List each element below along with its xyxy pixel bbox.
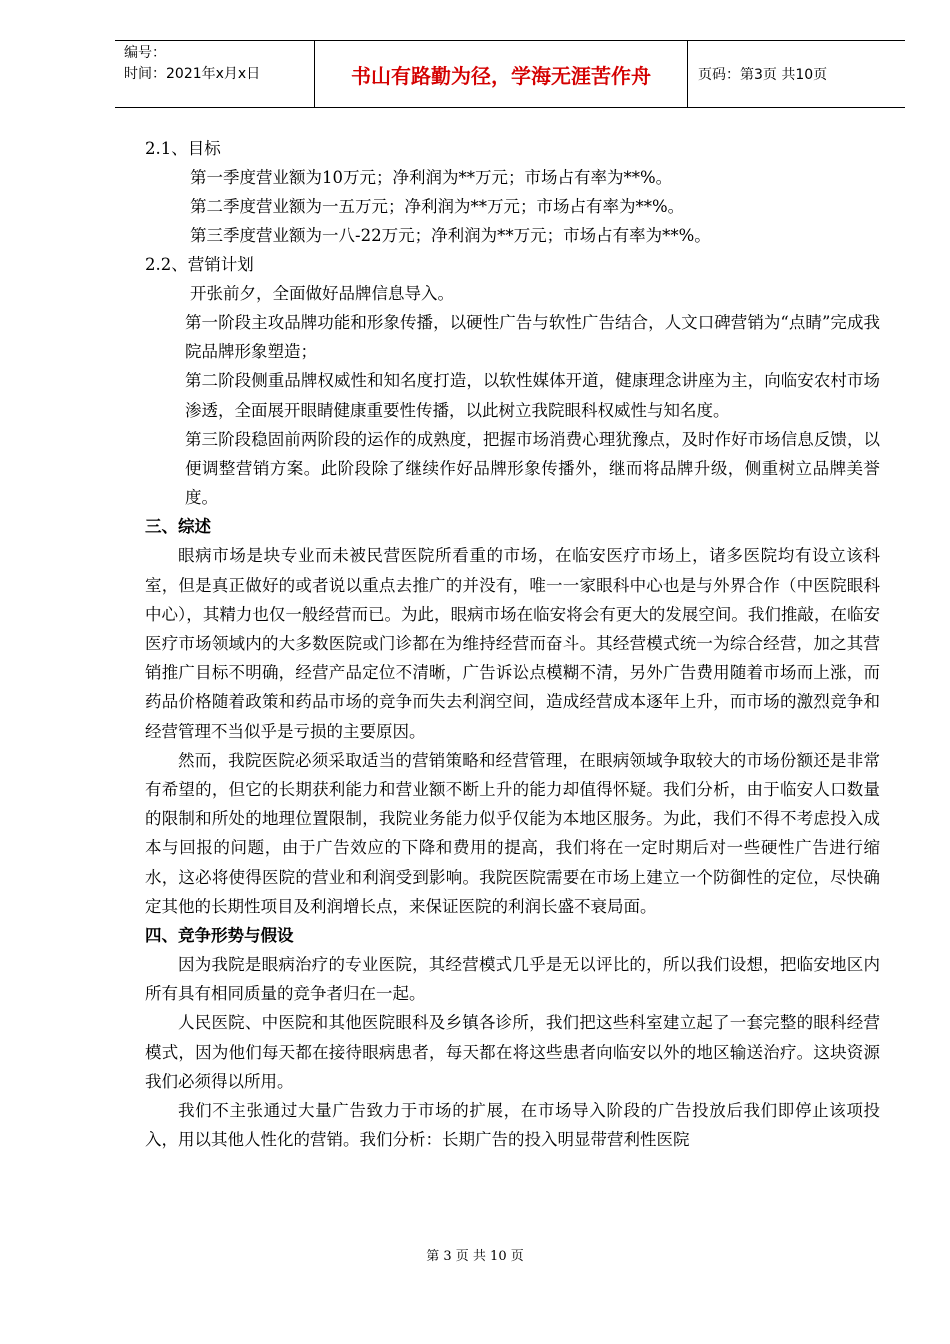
marketing-intro: 开张前夕，全面做好品牌信息导入。 xyxy=(190,284,454,303)
competition-paragraph-2: 人民医院、中医院和其他医院眼科及乡镇各诊所，我们把这些科室建立起了一套完整的眼科经营模式，因为他们每天都在接待眼病患者，每天都在将这些患者向临安以外的地区输送治疗。这块资源我们必须得以所用。 xyxy=(145,1013,880,1091)
stage-two-paragraph: 第二阶段侧重品牌权威性和知名度打造，以软性媒体开道，健康理念讲座为主，向临安农村市场渗透，全面展开眼睛健康重要性传播，以此树立我院眼科权威性与知名度。 xyxy=(185,371,880,420)
target-q3: 第三季度营业额为一八-22万元；净利润为**万元；市场占有率为**%。 xyxy=(190,226,711,245)
section-4-title: 四、竞争形势与假设 xyxy=(145,926,294,946)
header-motto: 书山有路勤为径，学海无涯苦作舟 xyxy=(315,41,688,107)
stage-three-paragraph: 第三阶段稳固前两阶段的运作的成熟度，把握市场消费心理犹豫点，及时作好市场信息反馈，以便调整营销方案。此阶段除了继续作好品牌形象传播外，继而将品牌升级，侧重树立品牌美誉度。 xyxy=(185,429,880,508)
competition-paragraph-1: 因为我院是眼病治疗的专业医院，其经营模式几乎是无以评比的，所以我们设想，把临安地区内所有具有相同质量的竞争者归在一起。 xyxy=(145,955,880,1004)
section-3-title: 三、综述 xyxy=(145,517,211,537)
target-q1: 第一季度营业额为10万元；净利润为**万元；市场占有率为**%。 xyxy=(190,168,673,187)
section-2-2-title: 2.2、营销计划 xyxy=(145,255,254,274)
competition-paragraph-3: 我们不主张通过大量广告致力于市场的扩展，在市场导入阶段的广告投放后我们即停止该项投入，用以其他人性化的营销。我们分析：长期广告的投入明显带营利性医院 xyxy=(145,1101,880,1150)
number-label: 编号： xyxy=(124,45,166,61)
header-meta xyxy=(115,41,315,107)
summary-paragraph-1: 眼病市场是块专业而未被民营医院所看重的市场，在临安医疗市场上，诸多医院均有设立该科室，但是真正做好的或者说以重点去推广的并没有，唯一一家眼科中心也是与外界合作（中医院眼科中心），其精力也仅一般经营而已。为此，眼病市场在临安将会有更大的发展空间。我们推敲，在临安医疗市场领域内的大多数医院或门诊都在为维持经营而奋斗。其经营模式统一为综合经营，加之其营销推广目标不明确，经营产品定位不清晰，广告诉讼点模糊不清，另外广告费用随着市场而上涨，而药品价格随着政策和药品市场的竞争而失去利润空间，造成经营成本逐年上升，而市场的激烈竞争和经营管理不当似乎是亏损的主要原因。 xyxy=(145,546,880,741)
page-header xyxy=(115,40,905,108)
stage-one-paragraph: 第一阶段主攻品牌功能和形象传播，以硬性广告与软性广告结合，人文口碑营销为“点睛”完成我院品牌形象塑造； xyxy=(185,313,880,362)
document-body xyxy=(145,134,880,1154)
page-footer: 第 3 页 共 10 页 xyxy=(426,1249,524,1264)
summary-paragraph-2: 然而，我院医院必须采取适当的营销策略和经营管理，在眼病领域争取较大的市场份额还是非常有希望的，但它的长期获利能力和营业额不断上升的能力却值得怀疑。我们分析，由于临安人口数量的限制和所处的地理位置限制，我院业务能力似乎仅能为本地区服务。为此，我们不得不考虑投入成本与回报的问题，由于广告效应的下降和费用的提高，我们将在一定时期后对一些硬性广告进行缩水，这必将使得医院的营业和利润受到影响。我院医院需要在市场上建立一个防御性的定位，尽快确定其他的长期性项目及利润增长点，来保证医院的利润长盛不衰局面。 xyxy=(145,750,880,916)
time-label: 时间：2021年x月x日 xyxy=(124,66,261,82)
section-2-1-title: 2.1、目标 xyxy=(145,139,221,158)
target-q2: 第二季度营业额为一五万元；净利润为**万元；市场占有率为**%。 xyxy=(190,197,685,216)
header-page-label: 页码：第3页 共10页 xyxy=(698,67,828,83)
